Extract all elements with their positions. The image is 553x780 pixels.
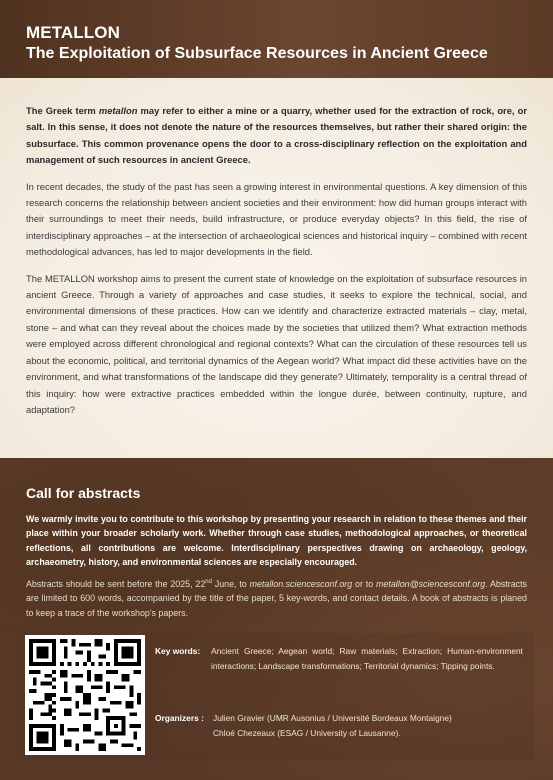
qr-code[interactable]: [25, 635, 145, 755]
cfa-body: We warmly invite you to contribute to this workshop by presenting your research in relation to these themes and their place within your broader scholarly work. Whether through case studies, methodological approaches, or theoretical reflections, all contributions are welcome. Interdisciplinary perspectives drawing on archaeology, geology, archaeometry, history, and environmental sciences are especially encouraged.: [26, 514, 527, 567]
keywords-label: Key words:: [155, 646, 201, 656]
cfa-note-d: . Abstracts are limited to 600 words, accompanied by the title of the paper, 5 key-words, and contact details. A book of abstracts is planed to keep a trace of the workshop's papers.: [26, 579, 527, 618]
page-subtitle: The Exploitation of Subsurface Resources in Ancient Greece: [26, 45, 488, 62]
info-panel: [17, 633, 534, 761]
main-content: [26, 103, 527, 428]
intro-paragraph: [26, 103, 527, 169]
cfa-note-c: or to: [352, 579, 377, 589]
intro-text-a: The Greek term: [26, 105, 99, 116]
organizer-item: Julien Gravier (UMR Ausonius / Université Bordeaux Montaigne): [213, 713, 452, 723]
qr-code-image: [29, 639, 141, 751]
organizers-label: Organizers :: [155, 713, 204, 723]
intro-term: metallon: [98, 105, 138, 116]
cfa-note-b: June, to: [211, 579, 250, 589]
header-banner: [0, 0, 553, 78]
intro-text-b: may refer to either a mine or a quarry, whether used for the extraction of rock, ore, or salt. In this sense, it does not denote the nature of the resources themselves, but rather their shared origin: the subsurface. This common provenance opens the door to a cross-disciplinary reflection on the exploitation and management of such resources in ancient Greece.: [26, 105, 527, 166]
website-link[interactable]: metallon.sciencesconf.org: [249, 579, 353, 589]
call-for-abstracts-section: [0, 458, 553, 780]
paragraph-workshop: The METALLON workshop aims to present the current state of knowledge on the exploitation of subsurface resources in ancient Greece. Through a variety of approaches and case studies, it seeks to explore the technical, social, and environmental dimensions of these practices. How can we identify and characterize extracted materials – clay, metal, stone – and what can they reveal about the choices made by the societies that utilized them? What extraction methods were employed across different chronological and regional contexts? What can the circulation of these resources tell us about the economic, political, and territorial dynamics of the Aegean world? What impact did these activities have on the environment, and what transformations of the landscape did they generate? Ultimately, temporality is a central thread of this inquiry: how were extractive practices embedded within the longue durée, between continuity, rupture, and adaptation?: [26, 272, 527, 415]
keywords-list: Ancient Greece; Aegean world; Raw materials; Extraction; Human-environment interactions; Landscape transformations; Territorial dynamics; Tipping points.: [211, 646, 523, 671]
page-title: METALLON: [26, 23, 120, 42]
email-link[interactable]: metallon@sciencesconf.org: [376, 579, 486, 589]
cfa-submission-note: [26, 577, 527, 620]
organizers-list: [213, 711, 523, 740]
organizer-item: Chloé Chezeaux (ESAG / University of Lausanne).: [213, 727, 401, 738]
cfa-note-sup: nd: [205, 579, 212, 586]
cfa-note-a: Abstracts should be sent before the 2025, 22: [26, 579, 206, 589]
paragraph-context: In recent decades, the study of the past has seen a growing interest in environmental questions. A key dimension of this research concerns the relationship between ancient societies and their environment: how did human groups interact with their surroundings to meet their needs, build infrastructure, or produce everyday objects? In this field, the rise of interdisciplinary approaches – at the intersection of archaeological sciences and historical inquiry – combined with recent methodological advances, has led to major developments in the field.: [26, 180, 527, 258]
cfa-title: Call for abstracts: [26, 485, 141, 501]
